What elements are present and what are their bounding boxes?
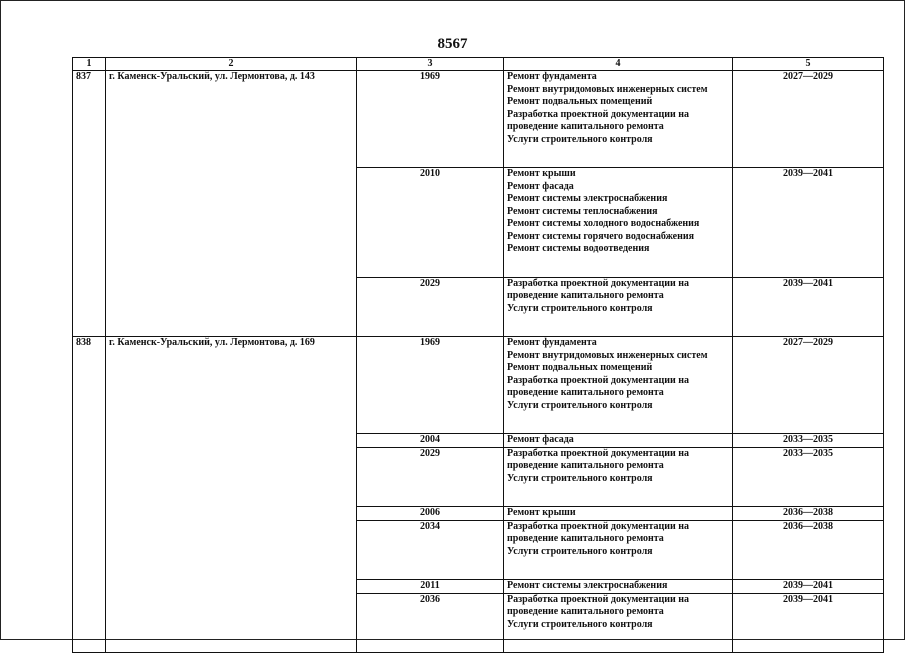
year-cell: 2029 — [357, 447, 504, 507]
work-item: Ремонт крыши — [507, 168, 576, 179]
column-header: 3 — [357, 58, 504, 71]
work-item: Ремонт фундамента — [507, 337, 597, 348]
works-cell — [504, 507, 733, 521]
column-header: 1 — [73, 58, 106, 71]
work-item: Услуги строительного контроля — [507, 399, 653, 411]
work-item: Ремонт системы горячего водоснабжения — [507, 230, 695, 242]
works-cell — [504, 434, 733, 448]
period-cell: 2027—2029 — [733, 71, 884, 168]
period-cell: 2036—2038 — [733, 520, 884, 580]
period-cell: 2039—2041 — [733, 580, 884, 594]
period-cell: 2039—2041 — [733, 277, 884, 337]
column-header: 5 — [733, 58, 884, 71]
year-cell: 2036 — [357, 593, 504, 653]
works-cell — [504, 337, 733, 434]
work-item: Ремонт фундамента — [507, 71, 597, 82]
works-cell — [504, 580, 733, 594]
year-cell: 2004 — [357, 434, 504, 448]
work-item: Ремонт системы холодного водоснабжения — [507, 218, 700, 229]
works-cell — [504, 71, 733, 168]
work-item: проведение капитального ремонта — [507, 533, 664, 544]
year-cell: 2006 — [357, 507, 504, 521]
period-cell: 2039—2041 — [733, 168, 884, 278]
period-cell: 2027—2029 — [733, 337, 884, 434]
period-cell: 2036—2038 — [733, 507, 884, 521]
work-item: Ремонт подвальных помещений — [507, 96, 653, 107]
work-item: Разработка проектной документации на — [507, 593, 690, 605]
work-item: проведение капитального ремонта — [507, 387, 664, 398]
work-item: Ремонт системы электроснабжения — [507, 193, 668, 204]
year-cell: 1969 — [357, 337, 504, 434]
column-header: 2 — [106, 58, 357, 71]
year-cell: 1969 — [357, 71, 504, 168]
work-item: Ремонт системы электроснабжения — [507, 580, 668, 591]
works-cell — [504, 277, 733, 337]
page-number: 8567 — [437, 36, 468, 52]
works-cell — [504, 593, 733, 653]
work-item: Ремонт фасада — [507, 180, 574, 192]
year-cell: 2011 — [357, 580, 504, 594]
building-number: 837 — [73, 71, 106, 337]
header-row — [73, 58, 884, 71]
work-item: Услуги строительного контроля — [507, 545, 653, 557]
work-item: проведение капитального ремонта — [507, 290, 664, 301]
work-item: Ремонт крыши — [507, 507, 576, 518]
table-body — [73, 71, 884, 653]
work-item: Разработка проектной документации на — [507, 520, 690, 532]
work-item: Услуги строительного контроля — [507, 133, 653, 145]
work-item: Разработка проектной документации на — [507, 374, 690, 386]
work-item: Услуги строительного контроля — [507, 618, 653, 630]
capital-repair-table — [72, 57, 884, 653]
work-item: Разработка проектной документации на — [507, 277, 690, 289]
work-item: Ремонт системы водоотведения — [507, 243, 650, 254]
period-cell: 2039—2041 — [733, 593, 884, 653]
table-header — [73, 58, 884, 71]
work-item: Ремонт внутридомовых инженерных систем — [507, 349, 708, 361]
building-address: г. Каменск-Уральский, ул. Лермонтова, д. 143 — [106, 71, 357, 337]
column-header: 4 — [504, 58, 733, 71]
building-address: г. Каменск-Уральский, ул. Лермонтова, д. 169 — [106, 337, 357, 653]
work-item: Услуги строительного контроля — [507, 302, 653, 314]
work-item: Услуги строительного контроля — [507, 472, 653, 484]
work-item: проведение капитального ремонта — [507, 121, 664, 132]
works-cell — [504, 168, 733, 278]
work-item: Ремонт подвальных помещений — [507, 362, 653, 373]
work-item: Ремонт фасада — [507, 434, 574, 445]
works-cell — [504, 520, 733, 580]
table-row — [73, 337, 884, 434]
works-cell — [504, 447, 733, 507]
work-item: Ремонт системы теплоснабжения — [507, 205, 658, 217]
year-cell: 2010 — [357, 168, 504, 278]
work-item: проведение капитального ремонта — [507, 460, 664, 471]
year-cell: 2034 — [357, 520, 504, 580]
work-item: Разработка проектной документации на — [507, 108, 690, 120]
work-item: проведение капитального ремонта — [507, 606, 664, 617]
table-row — [73, 71, 884, 168]
work-item: Ремонт внутридомовых инженерных систем — [507, 83, 708, 95]
period-cell: 2033—2035 — [733, 434, 884, 448]
work-item: Разработка проектной документации на — [507, 447, 690, 459]
building-number: 838 — [73, 337, 106, 653]
period-cell: 2033—2035 — [733, 447, 884, 507]
year-cell: 2029 — [357, 277, 504, 337]
